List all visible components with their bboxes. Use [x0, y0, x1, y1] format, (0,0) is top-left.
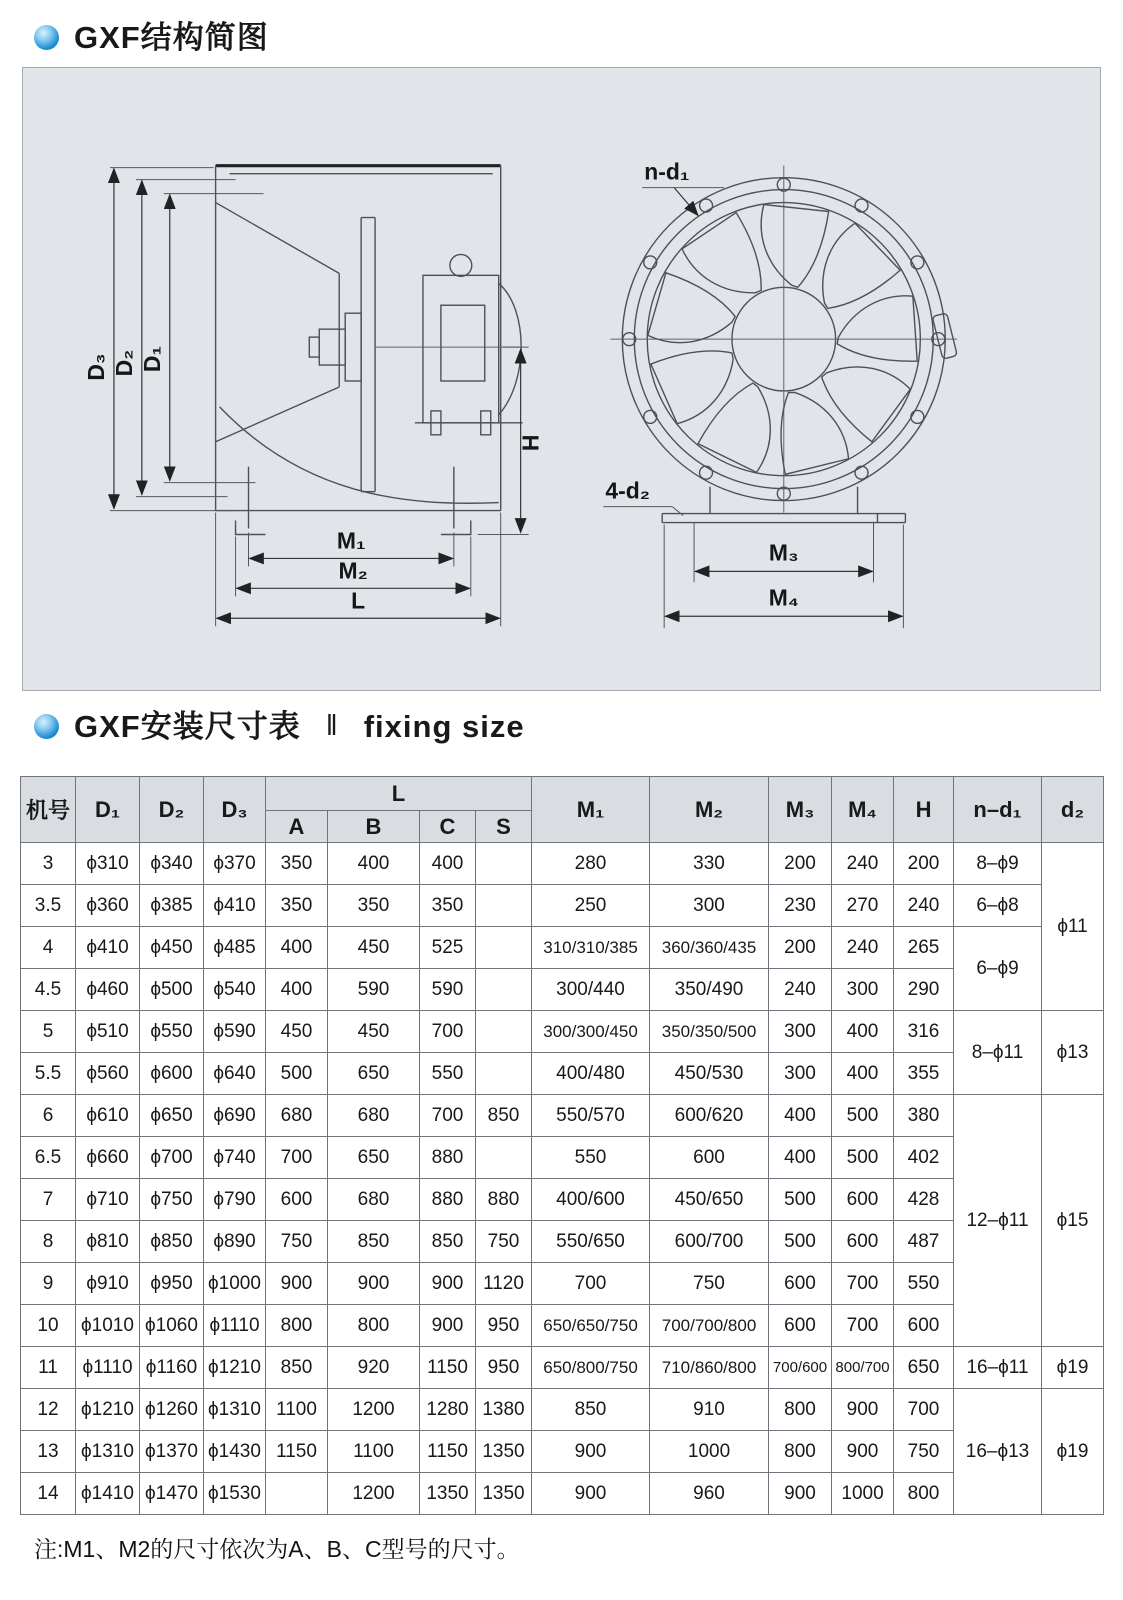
table-header: [21, 777, 1104, 843]
cell: 800: [328, 1305, 420, 1347]
dim-label-m4: M₄: [768, 584, 799, 611]
cell: 350: [328, 885, 420, 927]
fixing-title-zh: GXF安装尺寸表: [74, 709, 301, 744]
cell: 9: [21, 1263, 76, 1305]
table-row: [21, 1347, 1104, 1389]
dim-label-l: L: [351, 587, 366, 614]
cell: [476, 1011, 532, 1053]
cell: 350/490: [650, 969, 769, 1011]
section-title-structure: [0, 0, 1123, 65]
cell: 880: [420, 1137, 476, 1179]
cell: ϕ650: [140, 1095, 204, 1137]
cell: 650/800/750: [532, 1347, 650, 1389]
cell: 487: [894, 1221, 954, 1263]
cell: 330: [650, 843, 769, 885]
cell: ϕ590: [204, 1011, 266, 1053]
front-view-dimensions: [603, 159, 903, 629]
cell: 4: [21, 927, 76, 969]
cell: 1350: [476, 1473, 532, 1515]
col-header: H: [894, 777, 954, 843]
fixing-size-table: [20, 776, 1104, 1515]
cell: 400: [769, 1137, 832, 1179]
cell: 200: [894, 843, 954, 885]
cell: 300/300/450: [532, 1011, 650, 1053]
cell: 350: [266, 843, 328, 885]
cell: 590: [420, 969, 476, 1011]
cell: 600: [832, 1179, 894, 1221]
col-header: d₂: [1042, 777, 1104, 843]
cell: 16–ϕ11: [954, 1347, 1042, 1389]
cell: ϕ550: [140, 1011, 204, 1053]
cell: ϕ1210: [204, 1347, 266, 1389]
section-bullet-icon: [34, 714, 59, 739]
table-footnote: 注:M1、M2的尺寸依次为A、B、C型号的尺寸。: [34, 1536, 520, 1562]
table-row: [21, 969, 1104, 1011]
table-row: [21, 1011, 1104, 1053]
cell: 350/350/500: [650, 1011, 769, 1053]
cell: ϕ1110: [204, 1305, 266, 1347]
cell: 6–ϕ9: [954, 927, 1042, 1011]
cell: 850: [420, 1221, 476, 1263]
cell: 5.5: [21, 1053, 76, 1095]
cell: 850: [266, 1347, 328, 1389]
cell: ϕ700: [140, 1137, 204, 1179]
cell: ϕ19: [1042, 1347, 1104, 1389]
cell: 850: [328, 1221, 420, 1263]
title-separator: ‖: [325, 710, 339, 742]
cell: 230: [769, 885, 832, 927]
cell: 800: [894, 1473, 954, 1515]
cell: 1280: [420, 1389, 476, 1431]
cell: 650: [328, 1053, 420, 1095]
cell: 380: [894, 1095, 954, 1137]
cell: 1000: [650, 1431, 769, 1473]
cell: 600: [650, 1137, 769, 1179]
support-feet: [236, 467, 471, 535]
motor: [415, 254, 523, 434]
cell: ϕ19: [1042, 1389, 1104, 1515]
cell: ϕ1160: [140, 1347, 204, 1389]
shaft-hub: [309, 313, 522, 381]
cell: 550/650: [532, 1221, 650, 1263]
cell: ϕ11: [1042, 843, 1104, 1011]
cell: 5: [21, 1011, 76, 1053]
cell: 550: [532, 1137, 650, 1179]
cell: 750: [650, 1263, 769, 1305]
cell: ϕ600: [140, 1053, 204, 1095]
col-header: D₃: [204, 777, 266, 843]
cell: ϕ690: [204, 1095, 266, 1137]
cell: 300: [832, 969, 894, 1011]
cell: [476, 843, 532, 885]
cell: 880: [420, 1179, 476, 1221]
cell: 900: [832, 1389, 894, 1431]
cell: 400: [769, 1095, 832, 1137]
cell: 300: [769, 1053, 832, 1095]
cell: 900: [266, 1263, 328, 1305]
cell: 6–ϕ8: [954, 885, 1042, 927]
cell: 400: [266, 927, 328, 969]
table-row: [21, 1263, 1104, 1305]
cell: 240: [832, 927, 894, 969]
table-row: [21, 927, 1104, 969]
cell: 800: [266, 1305, 328, 1347]
cell: 700: [894, 1389, 954, 1431]
cell: ϕ360: [76, 885, 140, 927]
cell: 6: [21, 1095, 76, 1137]
eyebolt-icon: [450, 254, 472, 276]
table-row: [21, 1431, 1104, 1473]
table-row: [21, 1137, 1104, 1179]
table-row: [21, 1221, 1104, 1263]
cell: ϕ1530: [204, 1473, 266, 1515]
side-view-drawing: [216, 166, 523, 535]
cell: ϕ510: [76, 1011, 140, 1053]
cell: 3.5: [21, 885, 76, 927]
cell: ϕ1010: [76, 1305, 140, 1347]
cell: ϕ1000: [204, 1263, 266, 1305]
cell: ϕ850: [140, 1221, 204, 1263]
cell: 525: [420, 927, 476, 969]
cell: 680: [266, 1095, 328, 1137]
col-header: M₁: [532, 777, 650, 843]
cell: ϕ750: [140, 1179, 204, 1221]
cell: [476, 969, 532, 1011]
cell: 11: [21, 1347, 76, 1389]
cell: 750: [894, 1431, 954, 1473]
fixing-title-en: fixing size: [363, 709, 525, 744]
cell: 700/700/800: [650, 1305, 769, 1347]
cell: 400: [266, 969, 328, 1011]
col-header: n–d₁: [954, 777, 1042, 843]
col-header: M₂: [650, 777, 769, 843]
structure-diagram: [23, 68, 1100, 690]
cell: ϕ560: [76, 1053, 140, 1095]
table-row: [21, 1095, 1104, 1137]
cell: 316: [894, 1011, 954, 1053]
cell: ϕ410: [76, 927, 140, 969]
cell: ϕ340: [140, 843, 204, 885]
cell: 900: [532, 1473, 650, 1515]
cell: 1350: [476, 1431, 532, 1473]
cell: 700: [420, 1095, 476, 1137]
cell: 600: [894, 1305, 954, 1347]
cell: 950: [476, 1305, 532, 1347]
cell: 500: [832, 1137, 894, 1179]
cell: 250: [532, 885, 650, 927]
cell: ϕ1260: [140, 1389, 204, 1431]
cell: 3: [21, 843, 76, 885]
cell: ϕ540: [204, 969, 266, 1011]
cell: 1100: [266, 1389, 328, 1431]
cell: ϕ13: [1042, 1011, 1104, 1095]
cell: 428: [894, 1179, 954, 1221]
cell: 290: [894, 969, 954, 1011]
cell: ϕ710: [76, 1179, 140, 1221]
cell: [476, 1137, 532, 1179]
cell: ϕ1110: [76, 1347, 140, 1389]
cell: 270: [832, 885, 894, 927]
cell: 900: [420, 1305, 476, 1347]
cell: 700/600: [769, 1347, 832, 1389]
cell: 1150: [420, 1347, 476, 1389]
col-header: S: [476, 811, 532, 843]
cell: ϕ460: [76, 969, 140, 1011]
cell: 590: [328, 969, 420, 1011]
dim-label-d3: D₃: [82, 353, 109, 381]
cell: ϕ1470: [140, 1473, 204, 1515]
cell: 400: [832, 1053, 894, 1095]
cell: 350: [266, 885, 328, 927]
cell: 14: [21, 1473, 76, 1515]
cell: 900: [420, 1263, 476, 1305]
cell: 240: [894, 885, 954, 927]
table-row: [21, 885, 1104, 927]
table-row: [21, 1179, 1104, 1221]
dim-label-m1: M₁: [336, 527, 366, 554]
section-title-fixing-size: [0, 691, 1123, 754]
cell: 700: [266, 1137, 328, 1179]
cell: 8–ϕ11: [954, 1011, 1042, 1095]
cell: 200: [769, 927, 832, 969]
cell: 550: [894, 1263, 954, 1305]
cell: 960: [650, 1473, 769, 1515]
cell: ϕ15: [1042, 1095, 1104, 1347]
cell: 240: [769, 969, 832, 1011]
cell: 500: [266, 1053, 328, 1095]
cell: 600: [769, 1263, 832, 1305]
cell: 1100: [328, 1431, 420, 1473]
cell: ϕ1310: [204, 1389, 266, 1431]
cell: 300: [650, 885, 769, 927]
cell: ϕ1310: [76, 1431, 140, 1473]
cell: ϕ890: [204, 1221, 266, 1263]
cell: 600: [266, 1179, 328, 1221]
cell: 1380: [476, 1389, 532, 1431]
cell: 400: [832, 1011, 894, 1053]
structure-title: GXF结构简图: [74, 20, 269, 55]
cell: 650: [894, 1347, 954, 1389]
cell: [476, 927, 532, 969]
col-header: C: [420, 811, 476, 843]
cell: ϕ610: [76, 1095, 140, 1137]
side-view-dimensions: [83, 168, 544, 627]
cell: 500: [832, 1095, 894, 1137]
cell: 450/650: [650, 1179, 769, 1221]
dim-label-d1: D₁: [138, 346, 165, 373]
cell: 950: [476, 1347, 532, 1389]
cell: 16–ϕ13: [954, 1389, 1042, 1515]
cell: 350: [420, 885, 476, 927]
cell: 400: [328, 843, 420, 885]
cell: 700: [532, 1263, 650, 1305]
col-header: A: [266, 811, 328, 843]
cell: 710/860/800: [650, 1347, 769, 1389]
cell: 900: [532, 1431, 650, 1473]
cell: ϕ370: [204, 843, 266, 885]
cell: ϕ450: [140, 927, 204, 969]
cell: ϕ1210: [76, 1389, 140, 1431]
cell: 6.5: [21, 1137, 76, 1179]
cell: 680: [328, 1095, 420, 1137]
cell: 800: [769, 1431, 832, 1473]
cell: 550: [420, 1053, 476, 1095]
cell: [476, 1053, 532, 1095]
cell: 750: [476, 1221, 532, 1263]
cell: ϕ1430: [204, 1431, 266, 1473]
cell: 402: [894, 1137, 954, 1179]
dim-label-m2: M₂: [338, 557, 368, 584]
col-header: M₄: [832, 777, 894, 843]
cell: 600/700: [650, 1221, 769, 1263]
cell: 450/530: [650, 1053, 769, 1095]
cell: 700: [832, 1263, 894, 1305]
cell: 12: [21, 1389, 76, 1431]
cell: 900: [832, 1431, 894, 1473]
cell: [266, 1473, 328, 1515]
cell: ϕ1060: [140, 1305, 204, 1347]
cell: 800/700: [832, 1347, 894, 1389]
cell: 1000: [832, 1473, 894, 1515]
cell: ϕ485: [204, 927, 266, 969]
cell: 680: [328, 1179, 420, 1221]
cell: 700: [420, 1011, 476, 1053]
col-header: M₃: [769, 777, 832, 843]
dim-label-h: H: [517, 434, 544, 452]
cell: 650/650/750: [532, 1305, 650, 1347]
cell: 1150: [266, 1431, 328, 1473]
cell: ϕ810: [76, 1221, 140, 1263]
cell: ϕ660: [76, 1137, 140, 1179]
col-header: B: [328, 811, 420, 843]
cell: 850: [476, 1095, 532, 1137]
cell: 500: [769, 1179, 832, 1221]
cell: 400/480: [532, 1053, 650, 1095]
cell: 400/600: [532, 1179, 650, 1221]
cell: 355: [894, 1053, 954, 1095]
cell: 8–ϕ9: [954, 843, 1042, 885]
cell: ϕ740: [204, 1137, 266, 1179]
cell: 400: [420, 843, 476, 885]
table-row: [21, 1305, 1104, 1347]
table-row: [21, 843, 1104, 885]
cell: 4.5: [21, 969, 76, 1011]
cell: 10: [21, 1305, 76, 1347]
cell: 650: [328, 1137, 420, 1179]
cell: 280: [532, 843, 650, 885]
cell: ϕ410: [204, 885, 266, 927]
cell: 700: [832, 1305, 894, 1347]
cell: 1120: [476, 1263, 532, 1305]
cell: 850: [532, 1389, 650, 1431]
cell: 7: [21, 1179, 76, 1221]
cell: ϕ950: [140, 1263, 204, 1305]
cell: 1200: [328, 1473, 420, 1515]
col-header: L: [266, 777, 532, 811]
cell: ϕ790: [204, 1179, 266, 1221]
table-row: [21, 1473, 1104, 1515]
front-view-drawing: [610, 166, 957, 523]
cell: 880: [476, 1179, 532, 1221]
cell: 900: [769, 1473, 832, 1515]
cell: 1200: [328, 1389, 420, 1431]
col-header: 机号: [21, 777, 76, 843]
cell: 920: [328, 1347, 420, 1389]
dim-label-d2: D₂: [110, 349, 137, 377]
cell: 300: [769, 1011, 832, 1053]
cell: 1150: [420, 1431, 476, 1473]
cell: 550/570: [532, 1095, 650, 1137]
cell: 450: [328, 1011, 420, 1053]
cell: 600: [832, 1221, 894, 1263]
cell: 910: [650, 1389, 769, 1431]
cell: 800: [769, 1389, 832, 1431]
cell: ϕ1410: [76, 1473, 140, 1515]
cell: ϕ910: [76, 1263, 140, 1305]
fan-blades: [645, 205, 924, 481]
col-header: D₁: [76, 777, 140, 843]
cell: 1350: [420, 1473, 476, 1515]
col-header: D₂: [140, 777, 204, 843]
cell: 600: [769, 1305, 832, 1347]
cell: 12–ϕ11: [954, 1095, 1042, 1347]
cell: ϕ640: [204, 1053, 266, 1095]
cell: [476, 885, 532, 927]
cell: ϕ500: [140, 969, 204, 1011]
cell: ϕ385: [140, 885, 204, 927]
cell: ϕ310: [76, 843, 140, 885]
cell: 600/620: [650, 1095, 769, 1137]
table-row: [21, 1053, 1104, 1095]
structure-diagram-panel: [22, 67, 1101, 691]
cell: 13: [21, 1431, 76, 1473]
cell: 8: [21, 1221, 76, 1263]
cell: 500: [769, 1221, 832, 1263]
cell: ϕ1370: [140, 1431, 204, 1473]
cell: 265: [894, 927, 954, 969]
cell: 450: [328, 927, 420, 969]
section-bullet-icon: [34, 25, 59, 50]
dim-label-m3: M₃: [768, 539, 799, 566]
cell: 240: [832, 843, 894, 885]
cell: 310/310/385: [532, 927, 650, 969]
cell: 300/440: [532, 969, 650, 1011]
cell: 450: [266, 1011, 328, 1053]
callout-4-d2: 4-d₂: [605, 477, 650, 504]
cell: 200: [769, 843, 832, 885]
cell: 900: [328, 1263, 420, 1305]
callout-n-d1: n-d₁: [644, 158, 690, 185]
cell: 750: [266, 1221, 328, 1263]
table-row: [21, 1389, 1104, 1431]
cell: 360/360/435: [650, 927, 769, 969]
